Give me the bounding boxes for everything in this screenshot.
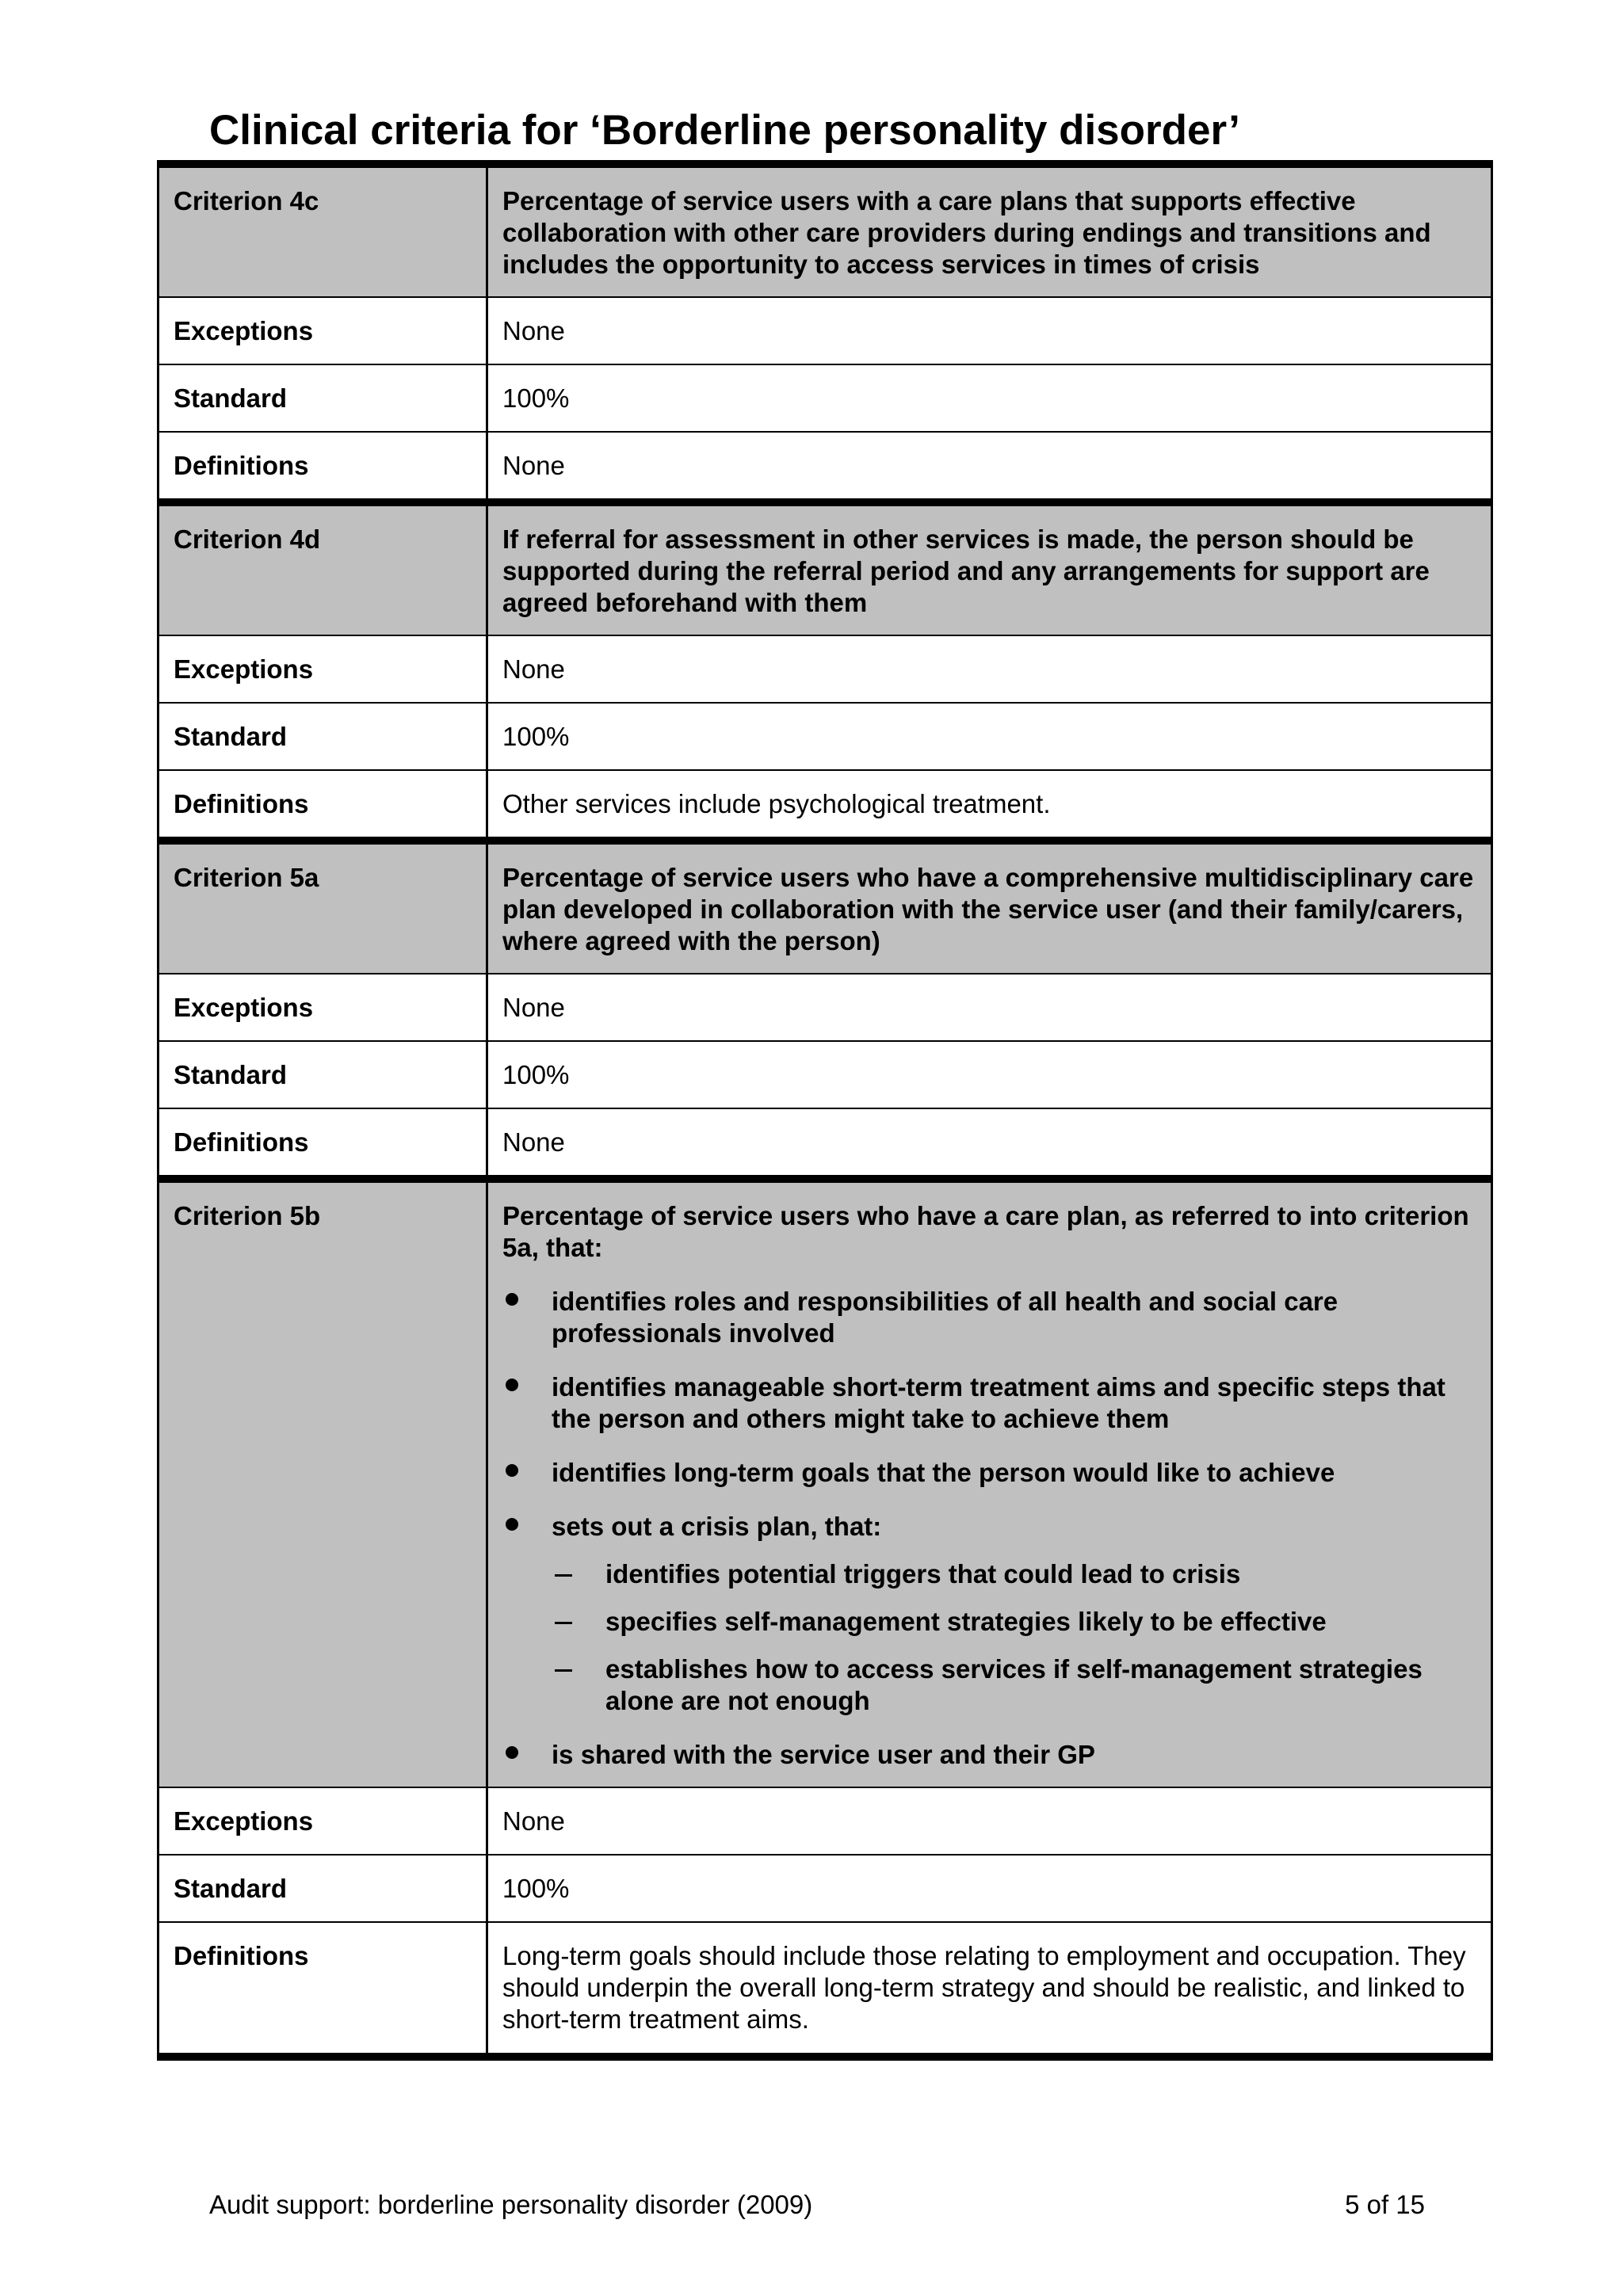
criterion-text: Percentage of service users with a care plans that supports effective collaboration with other care providers during endings and transitions and includes the opportunity to access services in times of crisis xyxy=(487,164,1492,297)
bullet-dot-icon xyxy=(506,1379,518,1391)
exceptions-row xyxy=(158,297,1492,364)
standard-label: Standard xyxy=(158,703,487,770)
sub-bullet-item xyxy=(552,1653,1476,1717)
criterion-label: Criterion 5b xyxy=(158,1179,487,1787)
exceptions-row xyxy=(158,1787,1492,1855)
standard-label: Standard xyxy=(158,1041,487,1108)
bullet-item xyxy=(502,1739,1476,1771)
sub-bullet-item xyxy=(552,1558,1476,1590)
criterion-row-5a xyxy=(158,841,1492,974)
definitions-value: None xyxy=(487,432,1492,502)
exceptions-value: None xyxy=(487,297,1492,364)
sub-bullet-text: establishes how to access services if self-management strategies alone are not enough xyxy=(605,1654,1423,1715)
bullet-dot-icon xyxy=(506,1746,518,1759)
criterion-label: Criterion 5a xyxy=(158,841,487,974)
definitions-label: Definitions xyxy=(158,770,487,841)
dash-icon xyxy=(555,1622,572,1624)
bullet-text: identifies manageable short-term treatment aims and specific steps that the person and others might take to achieve them xyxy=(552,1372,1445,1433)
sub-bullet-text: identifies potential triggers that could lead to crisis xyxy=(605,1559,1241,1589)
bullet-dot-icon xyxy=(506,1293,518,1306)
standard-value: 100% xyxy=(487,364,1492,432)
standard-row xyxy=(158,364,1492,432)
criterion-row-4c xyxy=(158,164,1492,297)
bullet-item xyxy=(502,1511,1476,1717)
definitions-value: None xyxy=(487,1108,1492,1179)
exceptions-row xyxy=(158,974,1492,1041)
criterion-row-4d xyxy=(158,502,1492,635)
page-title: Clinical criteria for ‘Borderline personality disorder’ xyxy=(209,107,1240,154)
footer-page-number: 5 of 15 xyxy=(1345,2190,1425,2219)
criterion-text xyxy=(487,1179,1492,1787)
exceptions-label: Exceptions xyxy=(158,297,487,364)
criterion-intro: Percentage of service users who have a care plan, as referred to into criterion 5a, that: xyxy=(502,1201,1469,1262)
sub-bullet-text: specifies self-management strategies likely to be effective xyxy=(605,1607,1327,1636)
definitions-label: Definitions xyxy=(158,1108,487,1179)
bullet-dot-icon xyxy=(506,1464,518,1477)
crisis-plan-sub-list xyxy=(552,1558,1476,1717)
dash-icon xyxy=(555,1574,572,1577)
exceptions-label: Exceptions xyxy=(158,974,487,1041)
definitions-row xyxy=(158,432,1492,502)
criterion-row-5b xyxy=(158,1179,1492,1787)
criterion-label: Criterion 4d xyxy=(158,502,487,635)
footer-document-title: Audit support: borderline personality disorder (2009) xyxy=(209,2190,813,2219)
standard-row xyxy=(158,703,1492,770)
standard-value: 100% xyxy=(487,1041,1492,1108)
standard-label: Standard xyxy=(158,364,487,432)
standard-value: 100% xyxy=(487,703,1492,770)
bullet-item xyxy=(502,1371,1476,1435)
sub-bullet-item xyxy=(552,1606,1476,1638)
criterion-label: Criterion 4c xyxy=(158,164,487,297)
standard-row xyxy=(158,1041,1492,1108)
definitions-row xyxy=(158,1108,1492,1179)
exceptions-value: None xyxy=(487,974,1492,1041)
exceptions-value: None xyxy=(487,1787,1492,1855)
criteria-table xyxy=(157,160,1493,2061)
bullet-text: identifies long-term goals that the person would like to achieve xyxy=(552,1458,1335,1487)
criterion-text: If referral for assessment in other services is made, the person should be supported during the referral period and any arrangements for support are agreed beforehand with them xyxy=(487,502,1492,635)
dash-icon xyxy=(555,1669,572,1672)
bullet-text: sets out a crisis plan, that: xyxy=(552,1512,882,1541)
bullet-text: identifies roles and responsibilities of all health and social care professionals involved xyxy=(552,1287,1338,1348)
exceptions-value: None xyxy=(487,635,1492,703)
definitions-row xyxy=(158,1922,1492,2057)
bullet-dot-icon xyxy=(506,1518,518,1531)
standard-label: Standard xyxy=(158,1855,487,1922)
definitions-row xyxy=(158,770,1492,841)
care-plan-bullet-list xyxy=(502,1286,1476,1771)
definitions-value: Other services include psychological treatment. xyxy=(487,770,1492,841)
standard-value: 100% xyxy=(487,1855,1492,1922)
bullet-text: is shared with the service user and their GP xyxy=(552,1740,1095,1769)
definitions-label: Definitions xyxy=(158,432,487,502)
definitions-value: Long-term goals should include those relating to employment and occupation. They should underpin the overall long-term strategy and should be realistic, and linked to short-term treatment aims. xyxy=(487,1922,1492,2057)
standard-row xyxy=(158,1855,1492,1922)
definitions-label: Definitions xyxy=(158,1922,487,2057)
criterion-text: Percentage of service users who have a comprehensive multidisciplinary care plan developed in collaboration with the service user (and their family/carers, where agreed with the person) xyxy=(487,841,1492,974)
exceptions-label: Exceptions xyxy=(158,1787,487,1855)
bullet-item xyxy=(502,1286,1476,1349)
bullet-item xyxy=(502,1457,1476,1489)
exceptions-row xyxy=(158,635,1492,703)
exceptions-label: Exceptions xyxy=(158,635,487,703)
